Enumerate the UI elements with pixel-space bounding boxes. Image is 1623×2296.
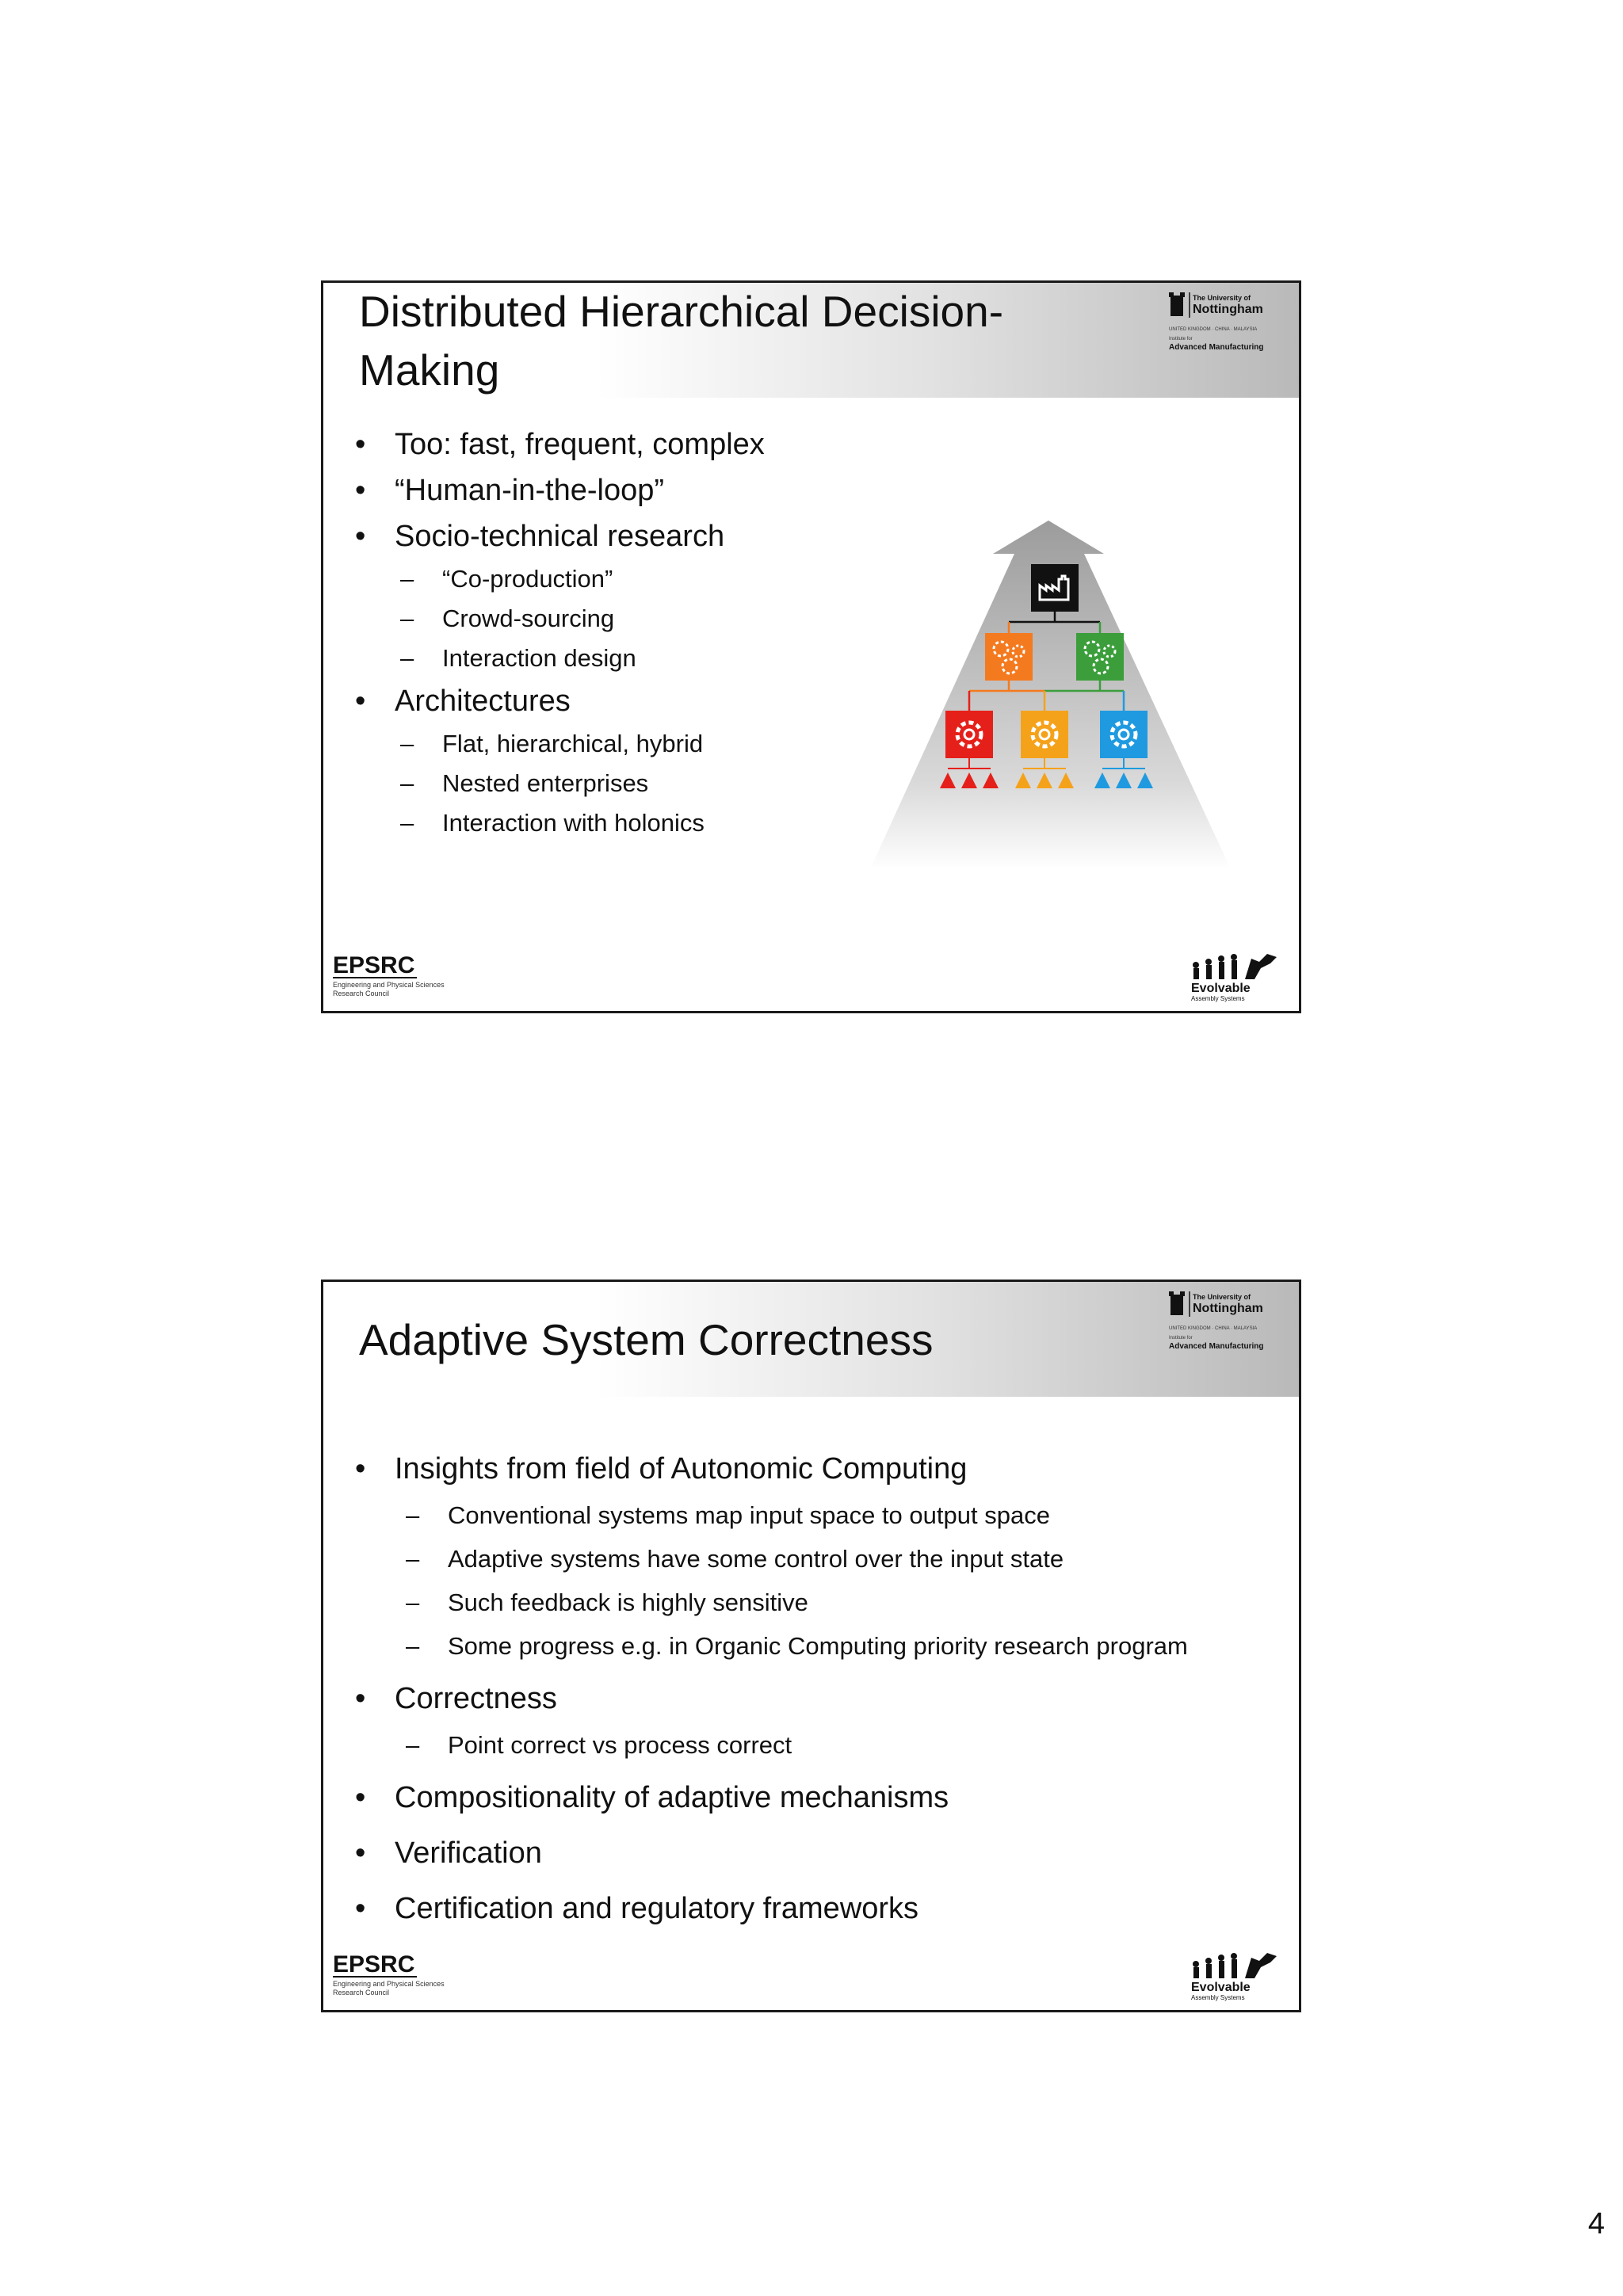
epsrc-line2: Research Council [333, 990, 390, 997]
university-line2: Nottingham [1193, 1302, 1263, 1315]
factory-icon [1031, 564, 1079, 612]
epsrc-logo [330, 1948, 464, 2002]
sub-bullet-item: – Interaction with holonics [400, 809, 705, 837]
sub-bullet-item: – Nested enterprises [400, 769, 649, 797]
evolvable-name: Evolvable [1191, 1981, 1251, 1994]
university-line4: Institute for [1169, 337, 1193, 341]
evolvable-tagline: Assembly Systems [1191, 1994, 1245, 2001]
university-line5: Advanced Manufacturing [1169, 343, 1264, 352]
bullet-item: • Architectures [355, 685, 571, 718]
epsrc-line1: Engineering and Physical Sciences [333, 1980, 445, 1988]
university-logo [1166, 286, 1293, 365]
sub-bullet-item: – Point correct vs process correct [406, 1731, 792, 1759]
gear-icon [985, 633, 1033, 681]
university-logo [1166, 1285, 1293, 1364]
bullet-item: • “Human-in-the-loop” [355, 474, 665, 507]
epsrc-line2: Research Council [333, 1989, 390, 1997]
sub-bullet-item: – Adaptive systems have some control over the input state [406, 1545, 1064, 1573]
sub-bullet-item: – Some progress e.g. in Organic Computing priority research program [406, 1632, 1188, 1660]
bullet-item: • Correctness [355, 1682, 557, 1715]
bullet-item: • Verification [355, 1836, 542, 1870]
gear-icon [945, 711, 993, 758]
evolvable-logo [1188, 951, 1291, 1003]
bullet-item: • Certification and regulatory frameworks [355, 1892, 919, 1925]
slide-title: Distributed Hierarchical Decision-Making [359, 286, 1004, 395]
evolvable-name: Evolvable [1191, 982, 1251, 995]
slide-distributed-hierarchical [321, 280, 1301, 1013]
gear-icon [1076, 633, 1124, 681]
castle-icon [1169, 1291, 1185, 1315]
university-line4: Institute for [1169, 1336, 1193, 1341]
slide-adaptive-correctness [321, 1280, 1301, 2012]
sub-bullet-item: – “Co-production” [400, 565, 613, 593]
sub-bullet-item: – Crowd-sourcing [400, 605, 615, 632]
evolution-figures-icon [1193, 954, 1277, 979]
university-line5: Advanced Manufacturing [1169, 1342, 1264, 1351]
sub-bullet-item: – Interaction design [400, 644, 636, 672]
slide-title: Adaptive System Correctness [359, 1314, 934, 1364]
university-line2: Nottingham [1193, 303, 1263, 316]
epsrc-name: EPSRC [333, 1951, 415, 1978]
epsrc-line1: Engineering and Physical Sciences [333, 981, 445, 989]
university-line3: UNITED KINGDOM · CHINA · MALAYSIA [1169, 1326, 1258, 1331]
bullet-item: • Insights from field of Autonomic Computing [355, 1452, 968, 1486]
bullet-list [355, 1432, 1266, 1928]
university-line3: UNITED KINGDOM · CHINA · MALAYSIA [1169, 327, 1258, 332]
bullet-item: • Socio-technical research [355, 520, 725, 553]
university-line1: The University of [1193, 1293, 1251, 1301]
bullet-item: • Too: fast, frequent, complex [355, 428, 765, 461]
sub-bullet-item: – Such feedback is highly sensitive [406, 1589, 808, 1616]
evolution-figures-icon [1193, 1953, 1277, 1978]
university-line1: The University of [1193, 294, 1251, 302]
hierarchy-pyramid-graphic [870, 521, 1235, 869]
sub-bullet-item: – Conventional systems map input space to output space [406, 1501, 1050, 1529]
castle-icon [1169, 292, 1185, 316]
page-number: 4 [1587, 2207, 1605, 2241]
gear-icon [1021, 711, 1068, 758]
epsrc-logo [330, 949, 464, 1003]
evolvable-tagline: Assembly Systems [1191, 995, 1245, 1002]
bullet-item: • Compositionality of adaptive mechanisms [355, 1781, 949, 1814]
epsrc-name: EPSRC [333, 952, 415, 978]
sub-bullet-item: – Flat, hierarchical, hybrid [400, 730, 704, 757]
gear-icon [1100, 711, 1148, 758]
evolvable-logo [1188, 1950, 1291, 2002]
